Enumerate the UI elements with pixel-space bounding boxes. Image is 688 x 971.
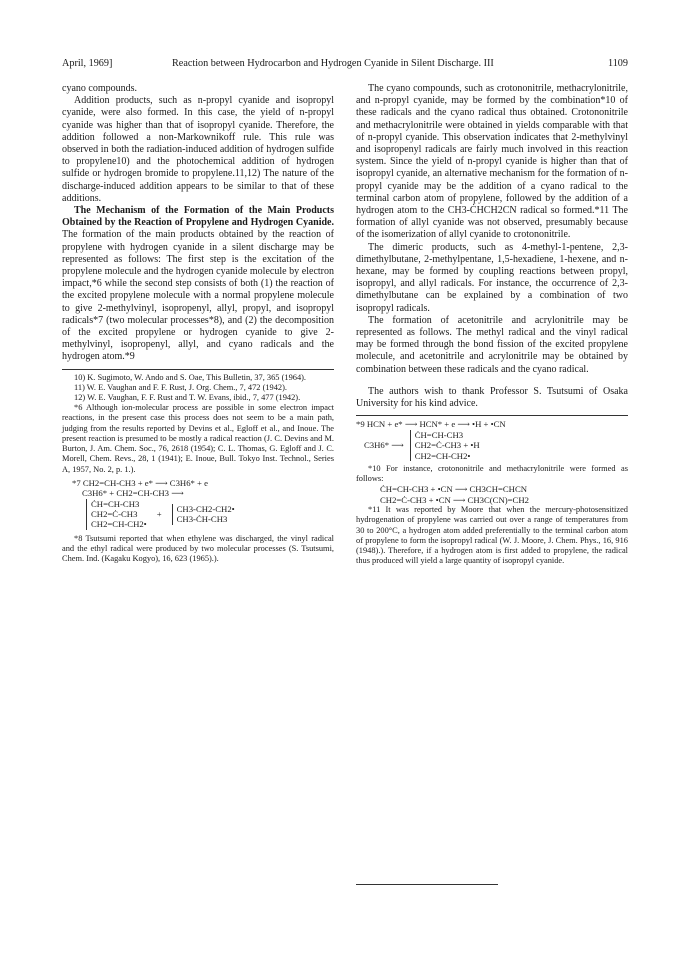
formula: CH3-CH2-CH2•	[176, 503, 235, 514]
footnotes	[356, 419, 628, 566]
reaction-line: *9 HCN + e* ⟶ HCN* + e ⟶ •H + •CN	[356, 419, 506, 430]
footnote: 10) K. Sugimoto, W. Ando and S. Oae, This Bulletin, 37, 365 (1964).	[74, 372, 307, 382]
body-paragraph: The dimeric products, such as 4-methyl-1-pentene, 2,3-dimethylbutane, 2-methylpentane, 1,5-hexadiene, 1-hexene, and n-hexane, may be formed by coupling reactions between propyl, isopropyl, and allyl radicals. For instance, the occurrence of 2,3-dimethylbutane can be explained by a combination of two isopropyl radicals.	[356, 241, 628, 314]
formula: CH3-ĊH-CH3	[176, 514, 228, 525]
reaction-scheme	[62, 478, 334, 530]
body-paragraph: cyano compounds.	[62, 83, 137, 94]
footnote: *8 Tsutsumi reported that when ethylene was discharged, the vinyl radical and the ethyl radical were produced by two molecular processes (S. Tsutsumi, Chem. Ind. (Kagaku Kogyo), 16, 623 (1965).).	[62, 533, 334, 564]
header-date: April, 1969]	[62, 58, 113, 69]
left-column	[62, 83, 334, 564]
formula: ĊH=CH-CH3	[414, 429, 464, 440]
reaction-line: C3H6* + CH2=CH-CH3 ⟶	[82, 488, 184, 499]
footnote: 12) W. E. Vaughan, F. F. Rust and T. W. Evans, ibid., 7, 477 (1942).	[74, 393, 301, 403]
reaction-scheme	[356, 484, 628, 505]
reaction-line: *7 CH2=CH-CH3 + e* ⟶ C3H6* + e	[72, 477, 208, 488]
section-paragraph	[62, 205, 334, 364]
plus-sign: +	[156, 508, 162, 519]
body-text: The formation of the main products obtained by the reaction of propylene with hydrogen cyanide in a silent discharge may be represented as follows: The first step is the excitation of the propylene molecule and the hydrogen cyanide molecule by electron impact,*6 while the second step consists of both (1) the reaction of the excited propylene molecule with a normal propylene molecule to give 2-methylvinyl, isopropenyl, allyl, propyl, and isopropyl radicals*7 (two molecular processes*8), and (2) the decomposition of the excited propylene or hydrogen cyanide to give 2-methylvinyl, isopropenyl, allyl, and cyano radicals and the hydrogen atom.*9	[62, 229, 334, 363]
reaction-products	[62, 499, 334, 530]
formula: CH2=Ċ-CH3	[91, 508, 138, 519]
product-group	[86, 499, 147, 530]
body-paragraph: The formation of acetonitrile and acrylonitrile may be represented as follows. The methyl radical and the vinyl radical may be formed through the bond fission of the excited propylene molecule, and acetonitrile and acrylonitrile may be obtained by combination between these radicals and the cyano radical.	[356, 314, 628, 375]
acknowledgment: The authors wish to thank Professor S. Tsutsumi of Osaka University for his kind advice.	[356, 385, 628, 410]
footnote: *10 For instance, crotononitrile and methacrylonitrile were formed as follows:	[356, 463, 628, 484]
formula: CH2=CH-CH2•	[91, 519, 147, 530]
body-paragraph: The cyano compounds, such as crotononitrile, methacrylonitrile, and n-propyl cyanide, may be formed by the combination*10 of these radicals and the cyano radical thus obtained. Crotononitrile and methacrylonitrile were obtained in yields comparable with that of n-propyl cyanide. This observation indicates that 2-methylvinyl and isopropenyl radicals are fairly much involved in this reaction system. Since the yield of n-propyl cyanide is higher than that of isopropyl cyanide, an alternative mechanism for the formation of n-propyl cyanide may be the addition of a cyano radical to the terminal carbon atom of propylene, followed by the addition of a hydrogen atom to the CH3-ĊHCH2CN radical so formed.*11 The formation of allyl cyanide was not observed, presumably because of the isomerization of allyl cyanide to crotononitrile.	[356, 83, 628, 241]
formula: CH2=Ċ-CH3 + •H	[414, 440, 480, 451]
section-heading: The Mechanism of the Formation of the Main Products Obtained by the Reaction of Propylene and Hydrogen Cyanide.	[62, 205, 334, 229]
reactant: C3H6* ⟶	[364, 440, 404, 451]
footnote: *11 It was reported by Moore that when the mercury-photosensitized hydrogenation of propylene was carried out over a range of temperatures from 30 to 200°C, a hydrogen atom added preferentially to the terminal carbon atom of propylene to form the isopropyl radical (W. J. Moore, J. Chem. Phys., 16, 916 (1948).). Therefore, if a hydrogen atom is first added to propylene, the radical thus produced will yield a large quantity of isopropyl cyanide.	[356, 505, 628, 566]
running-header	[62, 58, 628, 72]
footnote: 11) W. E. Vaughan and F. F. Rust, J. Org. Chem., 7, 472 (1942).	[74, 382, 287, 392]
formula: CH2=CH-CH2•	[414, 450, 471, 461]
product-group	[172, 504, 235, 525]
footnote-rule	[356, 415, 628, 416]
header-title: Reaction between Hydrocarbon and Hydrogen Cyanide in Silent Discharge. III	[172, 58, 494, 69]
footnote: *6 Although ion-molecular process are possible in some electron impact reactions, in the present case this process does not seem to be a main path, judging from the results reported by Devins et al., Egloff et al., and Inoue. The present reaction is presumed to be mostly a radical reaction (J. C. Devins and M. Burton, J. Am. Chem. Soc., 76, 2618 (1954); C. L. Thomas, G. Egloff and J. C. Morell, Chem. Revs., 28, 1 (1941); E. Inoue, Bull. Tokyo Inst. Technol., Series A, 1957, No. 2, p. 1.).	[62, 403, 334, 474]
body-paragraph: Addition products, such as n-propyl cyanide and isopropyl cyanide, were also formed. In this case, the yield of n-propyl cyanide was higher than that of isopropyl cyanide. Therefore, the addition followed a non-Markownikoff rule. This rule was observed in both the radiation-induced addition of hydrogen sulfide to propylene10) and the photochemical addition of hydrogen sulfide or hydrogen bromide to propylene.11,12) The nature of the discharge-induced addition appears to be similar to that of these additions.	[62, 95, 334, 204]
right-column	[356, 83, 628, 566]
footnote-rule	[62, 369, 334, 370]
formula: ĊH=CH-CH3	[91, 498, 140, 509]
reaction-line: ĊH=CH-CH3 + •CN ⟶ CH3CH=CHCN	[380, 484, 528, 495]
footnotes	[62, 373, 334, 565]
product-group	[410, 430, 480, 461]
reaction-scheme	[356, 419, 628, 461]
end-rule	[356, 884, 498, 885]
page-number: 1109	[608, 58, 628, 69]
reaction-line: CH2=Ċ-CH3 + •CN ⟶ CH3C(CN)=CH2	[380, 494, 529, 505]
reaction-products	[356, 430, 628, 461]
